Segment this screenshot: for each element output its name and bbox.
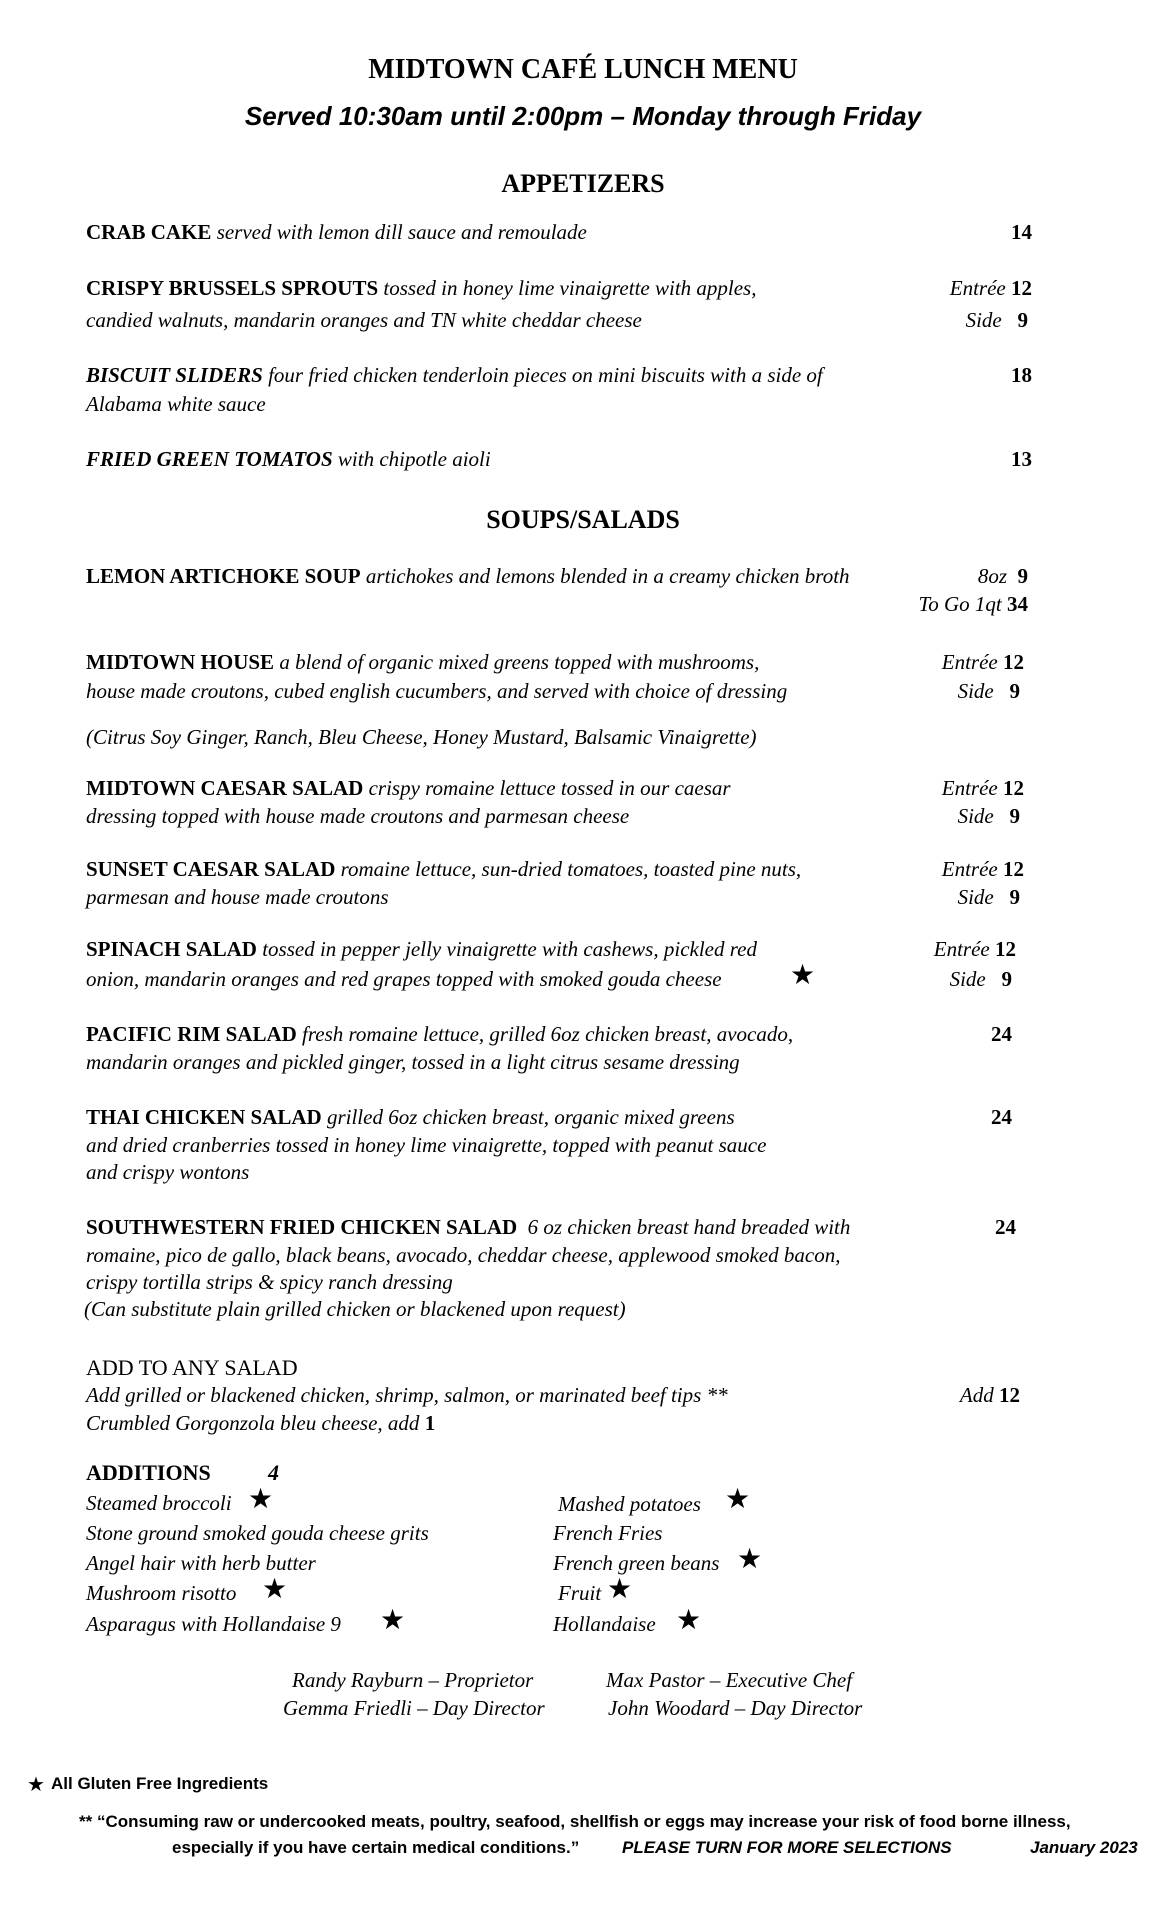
star-icon: ★ — [262, 1574, 288, 1605]
addition-left-3: Angel hair with herb butter — [86, 1551, 316, 1575]
side-price: 9 — [1009, 885, 1020, 909]
item-price: 24 — [995, 1215, 1016, 1239]
side-price: 9 — [1017, 308, 1028, 332]
item-name: LEMON ARTICHOKE SOUP — [86, 564, 361, 588]
item-description: tossed in honey lime vinaigrette with apples, — [378, 276, 757, 300]
item-name: THAI CHICKEN SALAD — [86, 1105, 322, 1129]
addition-left-5: Asparagus with Hollandaise 9 — [86, 1612, 341, 1636]
entree-price: 12 — [995, 937, 1016, 961]
entree-price: 12 — [1003, 650, 1024, 674]
item-price: 18 — [1011, 363, 1032, 387]
entree-label: Entrée — [941, 650, 1003, 674]
item-description: romaine lettuce, sun-dried tomatoes, toasted pine nuts, — [335, 857, 802, 881]
item-description-2: candied walnuts, mandarin oranges and TN white cheddar cheese — [86, 308, 642, 332]
addition-right-4: Fruit — [558, 1581, 602, 1605]
side-label: Side — [957, 804, 1010, 828]
side-label: Side — [957, 885, 1010, 909]
item-description: four fried chicken tenderloin pieces on mini biscuits with a side of — [262, 363, 823, 387]
item-description-3: crispy tortilla strips & spicy ranch dressing — [86, 1270, 453, 1294]
item-price: 13 — [1011, 447, 1032, 471]
item-name: SOUTHWESTERN FRIED CHICKEN SALAD — [86, 1215, 518, 1239]
addition-right-1: Mashed potatoes — [558, 1492, 701, 1516]
item-description: grilled 6oz chicken breast, organic mixed greens — [321, 1105, 735, 1129]
star-icon: ★ — [725, 1484, 751, 1515]
size-label: 8oz — [977, 564, 1018, 588]
item-price: 24 — [991, 1105, 1012, 1129]
size-price: 9 — [1017, 564, 1028, 588]
entree-price: 12 — [1003, 857, 1024, 881]
item-name: MIDTOWN HOUSE — [86, 650, 275, 674]
item-description-2: onion, mandarin oranges and red grapes topped with smoked gouda cheese — [86, 967, 722, 991]
add-protein-text: Add grilled or blackened chicken, shrimp, salmon, or marinated beef tips ** — [86, 1383, 728, 1407]
addition-left-1: Steamed broccoli — [86, 1491, 232, 1515]
item-description: tossed in pepper jelly vinaigrette with cashews, pickled red — [256, 937, 757, 961]
to-go-label: To Go 1qt — [918, 592, 1007, 616]
entree-label: Entrée — [941, 776, 1003, 800]
staff-proprietor: Randy Rayburn – Proprietor — [292, 1668, 534, 1692]
item-description-2: dressing topped with house made croutons and parmesan cheese — [86, 804, 630, 828]
item-name: SPINACH SALAD — [86, 937, 257, 961]
add-label: Add — [959, 1383, 999, 1407]
item-description: 6 oz chicken breast hand breaded with — [517, 1215, 851, 1239]
menu-subtitle: Served 10:30am until 2:00pm – Monday through Friday — [244, 101, 922, 131]
side-label: Side — [957, 679, 1010, 703]
staff-day-director-1: Gemma Friedli – Day Director — [283, 1696, 545, 1720]
section-heading-soups-salads: SOUPS/SALADS — [486, 505, 680, 534]
item-description-2: Alabama white sauce — [86, 392, 266, 416]
item-description: with chipotle aioli — [332, 447, 491, 471]
item-name: CRISPY BRUSSELS SPROUTS — [86, 276, 379, 300]
item-description-2: house made croutons, cubed english cucumbers, and served with choice of dressing — [86, 679, 788, 703]
gorgonzola-price: 1 — [424, 1411, 436, 1435]
entree-price: 12 — [1003, 776, 1024, 800]
item-description-2: romaine, pico de gallo, black beans, avocado, cheddar cheese, applewood smoked bacon, — [86, 1243, 841, 1267]
item-description-2: and dried cranberries tossed in honey lime vinaigrette, topped with peanut sauce — [86, 1133, 767, 1157]
item-description: crispy romaine lettuce tossed in our caesar — [363, 776, 731, 800]
gluten-free-note: All Gluten Free Ingredients — [51, 1774, 269, 1793]
staff-executive-chef: Max Pastor – Executive Chef — [606, 1668, 853, 1692]
side-label: Side — [965, 308, 1018, 332]
additions-heading: ADDITIONS — [86, 1460, 211, 1485]
entree-label: Entrée — [933, 937, 995, 961]
star-icon: ★ — [790, 960, 816, 991]
menu-title: MIDTOWN CAFÉ LUNCH MENU — [368, 54, 798, 85]
section-heading-appetizers: APPETIZERS — [501, 169, 665, 198]
item-name: CRAB CAKE — [86, 220, 212, 244]
to-go-price: 34 — [1007, 592, 1028, 616]
side-price: 9 — [1001, 967, 1012, 991]
menu-date: January 2023 — [1030, 1838, 1138, 1857]
star-icon: ★ — [607, 1574, 633, 1605]
item-description: artichokes and lemons blended in a creamy chicken broth — [360, 564, 850, 588]
food-safety-warning: ** “Consuming raw or undercooked meats, poultry, seafood, shellfish or eggs may increase your risk of food borne illness, — [79, 1812, 1071, 1831]
entree-label: Entrée — [949, 276, 1011, 300]
entree-label: Entrée — [941, 857, 1003, 881]
gorgonzola-text: Crumbled Gorgonzola bleu cheese, add — [86, 1411, 425, 1435]
dressing-options: (Citrus Soy Ginger, Ranch, Bleu Cheese, Honey Mustard, Balsamic Vinaigrette) — [86, 725, 757, 749]
item-description: fresh romaine lettuce, grilled 6oz chicken breast, avocado, — [296, 1022, 794, 1046]
item-description-4: (Can substitute plain grilled chicken or blackened upon request) — [84, 1297, 626, 1321]
add-to-salad-heading: ADD TO ANY SALAD — [86, 1355, 298, 1380]
additions-price: 4 — [268, 1460, 279, 1485]
food-safety-warning-2: especially if you have certain medical conditions.” — [172, 1838, 580, 1857]
addition-right-5: Hollandaise — [553, 1612, 656, 1636]
star-icon: ★ — [248, 1484, 274, 1515]
item-description-3: and crispy wontons — [86, 1160, 250, 1184]
item-price: 14 — [1011, 220, 1032, 244]
item-name: FRIED GREEN TOMATOS — [86, 447, 333, 471]
add-price: 12 — [999, 1383, 1020, 1407]
addition-left-2: Stone ground smoked gouda cheese grits — [86, 1521, 429, 1545]
side-label: Side — [949, 967, 1002, 991]
entree-price: 12 — [1011, 276, 1032, 300]
side-price: 9 — [1009, 804, 1020, 828]
addition-right-2: French Fries — [553, 1521, 663, 1545]
item-name: BISCUIT SLIDERS — [86, 363, 263, 387]
item-name: SUNSET CAESAR SALAD — [86, 857, 336, 881]
item-name: PACIFIC RIM SALAD — [86, 1022, 297, 1046]
item-description-2: parmesan and house made croutons — [86, 885, 389, 909]
star-icon: ★ — [27, 1774, 45, 1796]
star-icon: ★ — [737, 1544, 763, 1575]
turn-page-note: PLEASE TURN FOR MORE SELECTIONS — [622, 1838, 952, 1857]
staff-day-director-2: John Woodard – Day Director — [608, 1696, 863, 1720]
addition-left-4: Mushroom risotto — [86, 1581, 237, 1605]
item-name: MIDTOWN CAESAR SALAD — [86, 776, 364, 800]
addition-right-3: French green beans — [553, 1551, 720, 1575]
star-icon: ★ — [380, 1605, 406, 1636]
item-description: a blend of organic mixed greens topped with mushrooms, — [274, 650, 760, 674]
item-description: served with lemon dill sauce and remoulade — [211, 220, 587, 244]
item-description-2: mandarin oranges and pickled ginger, tossed in a light citrus sesame dressing — [86, 1050, 740, 1074]
item-price: 24 — [991, 1022, 1012, 1046]
star-icon: ★ — [676, 1605, 702, 1636]
side-price: 9 — [1009, 679, 1020, 703]
